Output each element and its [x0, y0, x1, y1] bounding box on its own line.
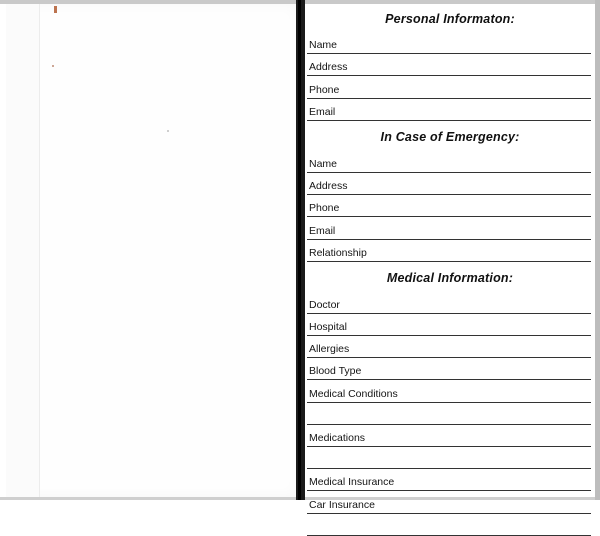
scan-artifact-speck [52, 65, 54, 67]
field-label: Email [309, 105, 336, 118]
field-label: Medical Insurance [309, 476, 395, 489]
section-fields-medical-information [307, 292, 591, 536]
form-field-medical-insurance[interactable] [307, 469, 591, 491]
field-label: Hospital [309, 321, 347, 334]
section-title-in-case-of-emergency: In Case of Emergency: [380, 129, 520, 144]
field-label: Phone [309, 83, 340, 96]
field-label: Medications [309, 432, 366, 444]
field-label: Blood Type [309, 365, 362, 378]
form-field-email[interactable] [307, 99, 591, 121]
field-label: Medical Conditions [309, 387, 398, 400]
field-label: Phone [309, 202, 340, 215]
section-fields-personal-information [307, 32, 591, 121]
form-field-allergies[interactable] [307, 336, 591, 358]
contact-medical-form [305, 4, 595, 536]
form-field-address[interactable] [307, 54, 591, 76]
field-label: Relationship [309, 246, 367, 259]
form-field-car-insurance-continued[interactable] [307, 514, 591, 536]
section-fields-in-case-of-emergency [307, 151, 591, 262]
form-field-emergency-email[interactable] [307, 217, 591, 239]
form-field-car-insurance[interactable] [307, 491, 591, 513]
field-label: Address [309, 180, 348, 193]
form-field-phone[interactable] [307, 76, 591, 98]
form-field-medical-conditions[interactable] [307, 380, 591, 402]
field-label: Allergies [309, 343, 350, 356]
field-label: Car Insurance [309, 498, 375, 511]
form-field-medications-continued[interactable] [307, 447, 591, 469]
page-gutter-spine [298, 0, 301, 500]
form-field-emergency-address[interactable] [307, 173, 591, 195]
form-field-medications[interactable] [307, 425, 591, 447]
field-label: Email [309, 224, 336, 237]
field-label: Name [309, 157, 338, 170]
scan-artifact-speck [54, 6, 57, 13]
form-field-name[interactable] [307, 32, 591, 54]
form-field-medical-conditions-continued[interactable] [307, 403, 591, 425]
field-label: Name [309, 39, 338, 52]
form-field-emergency-phone[interactable] [307, 195, 591, 217]
right-form-page [305, 4, 595, 511]
field-label: Address [309, 61, 348, 74]
scan-artifact-speck [167, 130, 169, 132]
scan-right-edge [595, 0, 600, 500]
section-title-medical-information: Medical Information: [386, 270, 514, 285]
left-margin-band [6, 4, 40, 497]
field-label: Doctor [309, 298, 340, 311]
left-blank-page [6, 4, 298, 497]
form-field-hospital[interactable] [307, 314, 591, 336]
form-field-emergency-relationship[interactable] [307, 240, 591, 262]
form-field-blood-type[interactable] [307, 358, 591, 380]
form-field-doctor[interactable] [307, 292, 591, 314]
form-field-emergency-name[interactable] [307, 151, 591, 173]
section-title-personal-information: Personal Informaton: [385, 12, 515, 26]
left-page-fold-line [39, 4, 40, 497]
